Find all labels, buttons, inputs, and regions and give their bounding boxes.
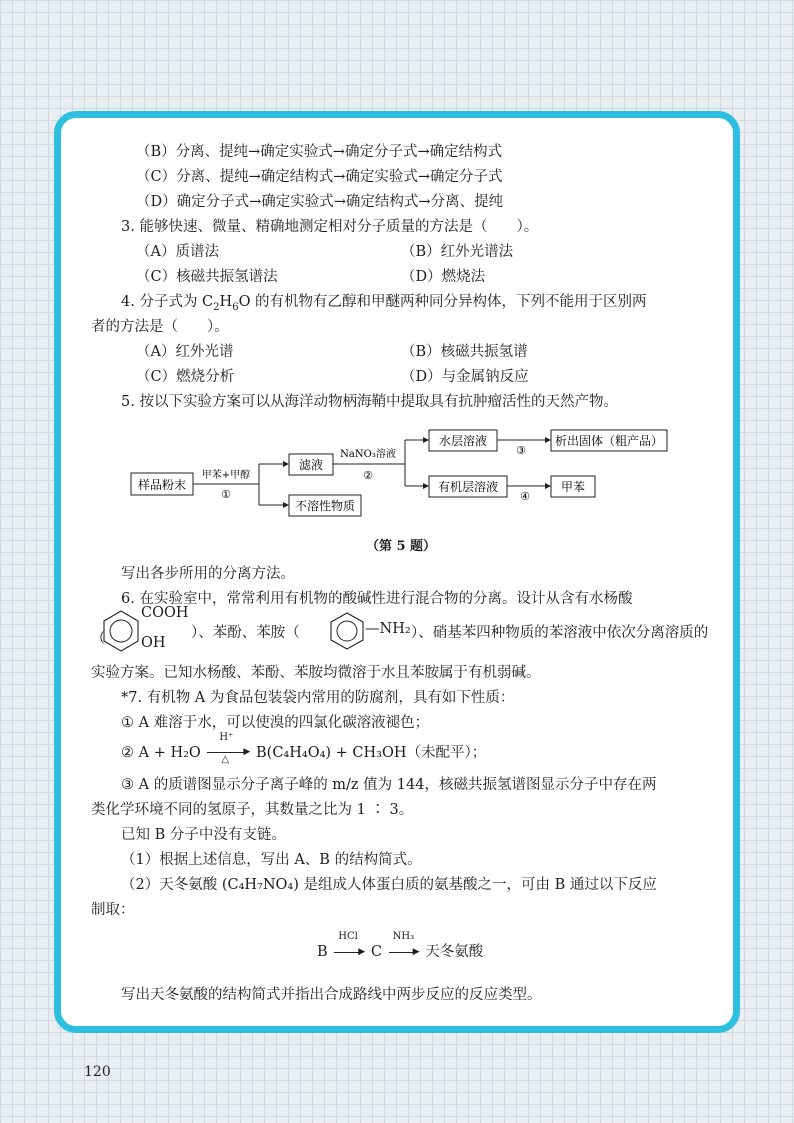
route-c: C bbox=[370, 944, 382, 960]
label-reagent1: 甲苯+甲醇 bbox=[201, 470, 251, 481]
label-organic: 有机层溶液 bbox=[437, 480, 499, 494]
q2-option-d: （D）确定分子式→确定实验式→确定结构式→分离、提纯 bbox=[136, 194, 504, 210]
route-hcl: HCl bbox=[338, 931, 358, 942]
salicylic-acid-structure bbox=[101, 607, 141, 653]
label-step3: ③ bbox=[516, 444, 526, 457]
arrowhead-filtrate bbox=[283, 461, 289, 467]
q4-stem bbox=[121, 290, 647, 313]
reaction-cond-bot: △ bbox=[221, 754, 230, 765]
q4-stem-mid: H bbox=[219, 294, 233, 310]
q2-option-b: （B）分离、提纯→确定实验式→确定分子式→确定结构式 bbox=[136, 144, 503, 160]
q4-stem-pre: 4. 分子式为 C bbox=[121, 294, 214, 310]
synthesis-route bbox=[317, 931, 484, 961]
arrowhead-solid bbox=[545, 437, 551, 443]
page-number: 120 bbox=[84, 1064, 111, 1080]
q6-nh2: —NH₂ bbox=[365, 621, 411, 637]
q3-stem: 3. 能够快速、微量、精确地测定相对分子质量的方法是（ ）。 bbox=[121, 219, 539, 235]
q4-option-a: （A）红外光谱 bbox=[136, 344, 234, 360]
arrowhead-toluene bbox=[545, 483, 551, 489]
q5-task: 写出各步所用的分离方法。 bbox=[121, 566, 295, 582]
label-reagent2: NaNO₃溶液 bbox=[340, 449, 396, 460]
q7-sub2-line2: 制取： bbox=[91, 902, 135, 918]
q4-option-c: （C）燃烧分析 bbox=[136, 369, 235, 385]
q7-p2-pre: ② A + H₂O bbox=[121, 745, 201, 761]
q7-sub2-line1: （2）天冬氨酸 (C₄H₇NO₄) 是组成人体蛋白质的氨基酸之一，可由 B 通过以下反应 bbox=[121, 877, 657, 893]
content-card bbox=[54, 111, 740, 1033]
q7-task: 写出天冬氨酸的结构简式并指出合成路线中两步反应的反应类型。 bbox=[121, 987, 542, 1003]
q7-sub1: （1）根据上述信息，写出 A、B 的结构简式。 bbox=[121, 852, 422, 868]
q5-stem: 5. 按以下实验方案可以从海洋动物柄海鞘中提取具有抗肿瘤活性的天然产物。 bbox=[121, 394, 618, 410]
reaction-arrow-head: ▶ bbox=[243, 747, 251, 757]
q6-stem: 6. 在实验室中，常常利用有机物的酸碱性进行混合物的分离。设计从含有水杨酸 bbox=[121, 591, 633, 607]
reaction-cond-top: H⁺ bbox=[219, 732, 234, 743]
q4-stem-line2: 者的方法是（ ）。 bbox=[91, 319, 229, 335]
label-step4: ④ bbox=[520, 490, 530, 503]
q7-property-3-line2: 类化学环境不同的氢原子，其数量之比为 1 ∶ 3。 bbox=[91, 802, 414, 818]
q7-stem: *7. 有机物 A 为食品包装袋内常用的防腐剂，具有如下性质： bbox=[121, 690, 515, 706]
route-arrow-2-head: ▶ bbox=[412, 947, 420, 957]
q6-oh: OH bbox=[141, 635, 166, 651]
label-step1: ① bbox=[221, 488, 231, 501]
label-filtrate: 滤液 bbox=[298, 458, 324, 472]
q3-option-a: （A）质谱法 bbox=[136, 244, 219, 260]
q6-line2-mid: ）、苯酚、苯胺（ bbox=[191, 625, 300, 641]
arrowhead-organic bbox=[423, 483, 429, 489]
route-arrow-1-head: ▶ bbox=[358, 947, 366, 957]
q6-cooh: COOH bbox=[141, 605, 189, 621]
label-toluene: 甲苯 bbox=[560, 480, 586, 494]
q4-sub1: 2 bbox=[213, 301, 220, 313]
q4-option-d: （D）与金属钠反应 bbox=[401, 369, 529, 385]
q7-p2-post: B(C₄H₄O₄) + CH₃OH（未配平）； bbox=[256, 745, 487, 761]
q3-option-c: （C）核磁共振氢谱法 bbox=[136, 269, 278, 285]
q7-property-1: ① A 难溶于水，可以使溴的四氯化碳溶液褪色； bbox=[121, 715, 430, 731]
q3-option-b: （B）红外光谱法 bbox=[401, 244, 514, 260]
arrowhead-aqueous bbox=[423, 437, 429, 443]
route-arrow-1 bbox=[332, 931, 366, 959]
label-insoluble: 不溶性物质 bbox=[294, 499, 356, 513]
q5-caption: （第 5 题） bbox=[365, 539, 437, 554]
q3-option-d: （D）燃烧法 bbox=[401, 269, 486, 285]
q7-property-2 bbox=[121, 732, 487, 765]
q4-sub2: 6 bbox=[232, 301, 239, 313]
label-step2: ② bbox=[363, 469, 373, 482]
q7-property-3-line1: ③ A 的质谱图显示分子离子峰的 m/z 值为 144，核磁共振氢谱图显示分子中存在两 bbox=[121, 777, 657, 793]
label-sample: 样品粉末 bbox=[137, 478, 187, 492]
q7-known: 已知 B 分子中没有支链。 bbox=[121, 827, 286, 843]
label-aqueous: 水层溶液 bbox=[438, 434, 488, 448]
route-arrow-2 bbox=[387, 931, 421, 959]
route-nh3: NH₃ bbox=[392, 931, 415, 942]
reaction-arrow-line bbox=[207, 752, 247, 753]
q4-option-b: （B）核磁共振氢谱 bbox=[401, 344, 528, 360]
q2-option-c: （C）分离、提纯→确定结构式→确定实验式→确定分子式 bbox=[136, 169, 503, 185]
q4-stem-post: O 的有机物有乙醇和甲醚两种同分异构体，下列不能用于区别两 bbox=[238, 294, 647, 310]
arrowhead-insoluble bbox=[283, 502, 289, 508]
q5-flowchart bbox=[111, 420, 711, 530]
reaction-arrow bbox=[205, 732, 251, 765]
q6-line2-post: ）、硝基苯四种物质的苯溶液中依次分离溶质的 bbox=[411, 625, 709, 641]
label-solid: 析出固体（粗产品） bbox=[554, 434, 664, 448]
q6-line2-open: （ bbox=[91, 631, 106, 647]
q6-line3: 实验方案。已知水杨酸、苯酚、苯胺均微溶于水且苯胺属于有机弱碱。 bbox=[91, 665, 541, 681]
route-b: B bbox=[317, 944, 328, 960]
aniline-ring-structure bbox=[329, 611, 365, 651]
route-product: 天冬氨酸 bbox=[425, 944, 484, 960]
